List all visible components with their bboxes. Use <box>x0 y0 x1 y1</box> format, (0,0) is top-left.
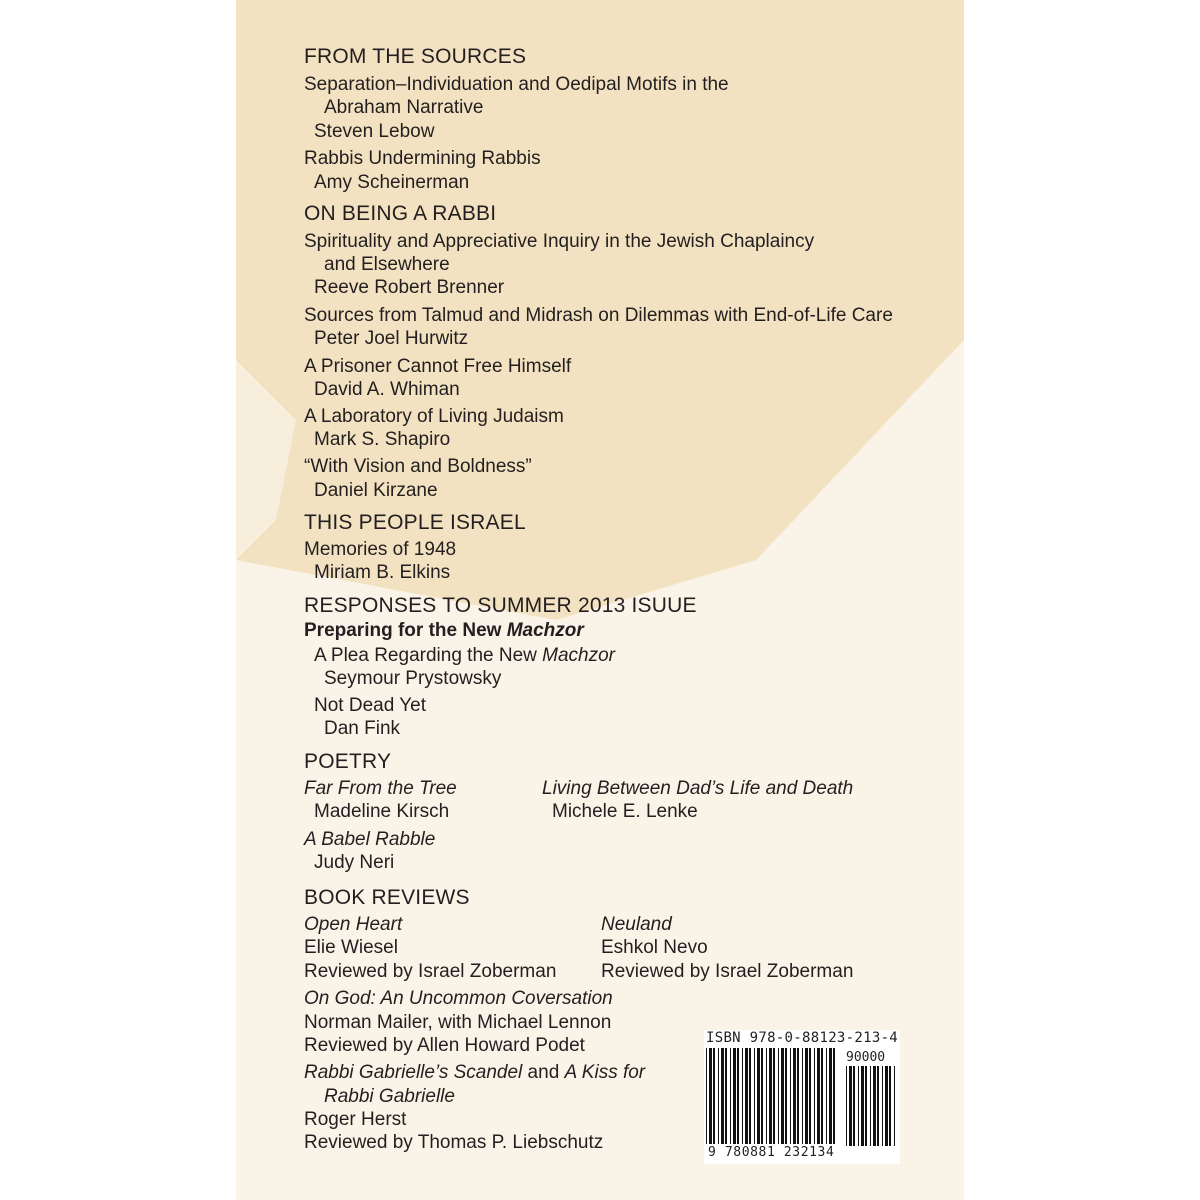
article-author: Daniel Kirzane <box>314 480 438 501</box>
book-title: Rabbi Gabrielle’s Scandel and A Kiss for <box>304 1062 646 1083</box>
article-title: Rabbis Undermining Rabbis <box>304 148 541 169</box>
section-heading-responses: RESPONSES TO SUMMER 2013 ISUUE <box>304 594 697 617</box>
barcode-digits: 9 780881 232134 <box>708 1145 835 1160</box>
book-title: On God: An Uncommon Coversation <box>304 988 613 1009</box>
poem-title: Far From the Tree <box>304 778 457 799</box>
section-heading-sources: FROM THE SOURCES <box>304 45 527 68</box>
barcode-bars <box>706 1048 840 1144</box>
poem-title: A Babel Rabble <box>304 829 436 850</box>
article-author: Peter Joel Hurwitz <box>314 328 469 349</box>
barcode-addon-bars <box>846 1066 898 1146</box>
article-title: Memories of 1948 <box>304 539 457 560</box>
article-title: “With Vision and Boldness” <box>304 456 532 477</box>
article-author: David A. Whiman <box>314 379 460 400</box>
book-title-cont: Rabbi Gabrielle <box>324 1086 455 1107</box>
article-title-cont: Abraham Narrative <box>324 97 484 118</box>
section-heading-israel: THIS PEOPLE ISRAEL <box>304 511 526 534</box>
article-author: Reeve Robert Brenner <box>314 277 505 298</box>
article-author: Miriam B. Elkins <box>314 562 451 583</box>
article-title: Spirituality and Appreciative Inquiry in the Jewish Chaplaincy <box>304 231 815 252</box>
article-title: Not Dead Yet <box>314 695 426 716</box>
book-author: Eshkol Nevo <box>601 937 708 958</box>
book-title: Neuland <box>601 914 672 935</box>
section-heading-poetry: POETRY <box>304 750 392 773</box>
book-reviewer: Reviewed by Israel Zoberman <box>304 961 557 982</box>
article-title: A Plea Regarding the New Machzor <box>314 645 615 666</box>
poem-author: Madeline Kirsch <box>314 801 450 822</box>
barcode-addon-number: 90000 <box>846 1050 886 1065</box>
book-author: Roger Herst <box>304 1109 407 1130</box>
article-title: Sources from Talmud and Midrash on Dilemmas with End-of-Life Care <box>304 305 893 326</box>
article-title-cont: and Elsewhere <box>324 254 450 275</box>
book-author: Norman Mailer, with Michael Lennon <box>304 1012 612 1033</box>
article-author: Amy Scheinerman <box>314 172 470 193</box>
article-title: A Laboratory of Living Judaism <box>304 406 564 427</box>
book-reviewer: Reviewed by Allen Howard Podet <box>304 1035 585 1056</box>
book-reviewer: Reviewed by Thomas P. Liebschutz <box>304 1132 604 1153</box>
poem-author: Michele E. Lenke <box>552 801 698 822</box>
article-title: A Prisoner Cannot Free Himself <box>304 356 572 377</box>
article-author: Mark S. Shapiro <box>314 429 451 450</box>
section-heading-reviews: BOOK REVIEWS <box>304 886 470 909</box>
article-author: Dan Fink <box>324 718 401 739</box>
article-author: Seymour Prystowsky <box>324 668 502 689</box>
section-heading-rabbi: ON BEING A RABBI <box>304 202 497 225</box>
article-title: Separation–Individuation and Oedipal Motifs in the <box>304 74 729 95</box>
poem-author: Judy Neri <box>314 852 395 873</box>
book-author: Elie Wiesel <box>304 937 398 958</box>
poem-title: Living Between Dad’s Life and Death <box>542 778 854 799</box>
response-subheading: Preparing for the New Machzor <box>304 620 584 641</box>
book-reviewer: Reviewed by Israel Zoberman <box>601 961 854 982</box>
isbn-number: ISBN 978-0-88123-213-4 <box>706 1030 899 1046</box>
book-title: Open Heart <box>304 914 403 935</box>
article-author: Steven Lebow <box>314 121 435 142</box>
